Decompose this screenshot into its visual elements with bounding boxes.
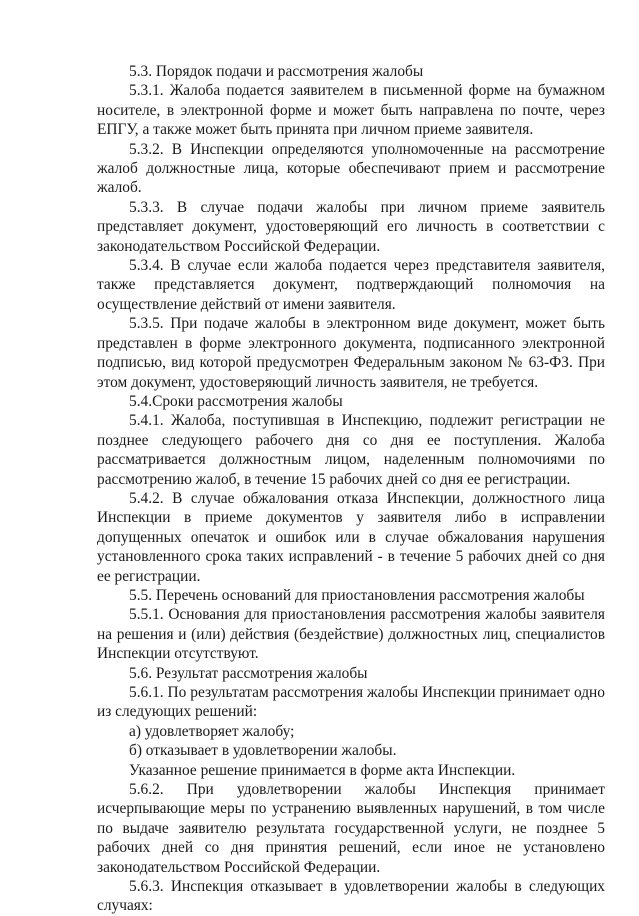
paragraph-5-3-1: 5.3.1. Жалоба подается заявителем в письменной форме на бумажном носителе, в электронной форме и может быть направлена по почте, через ЕПГУ, а также может быть принята при личном приеме заявителя.: [97, 82, 605, 139]
paragraph-5-4-1: 5.4.1. Жалоба, поступившая в Инспекцию, подлежит регистрации не позднее следующего рабочего дня со дня ее поступления. Жалоба рассматривается должностным лицом, наделенным полномочиями по рассмотрению жалоб, в течение 15 рабочих дней со дня ее регистрации.: [97, 412, 605, 488]
section-heading-5-4: 5.4.Сроки рассмотрения жалобы: [129, 392, 343, 410]
list-item-a: а) удовлетворяет жалобу;: [129, 722, 295, 740]
paragraph-5-5-1: 5.5.1. Основания для приостановления рассмотрения жалобы заявителя на решения и (или) действия (бездействие) должностных лиц, специалистов Инспекции отсутствуют.: [97, 606, 605, 663]
paragraph-5-3-2: 5.3.2. В Инспекции определяются уполномоченные на рассмотрение жалоб должностные лица, которые обеспечивают прием и рассмотрение жалоб.: [97, 140, 605, 197]
paragraph-act-form: Указанное решение принимается в форме акта Инспекции.: [129, 761, 516, 779]
list-item-b: б) отказывает в удовлетворении жалобы.: [129, 742, 397, 760]
paragraph-5-3-4: 5.3.4. В случае если жалоба подается через представителя заявителя, также представляется документ, подтверждающий полномочия на осуществление действий от имени заявителя.: [97, 257, 605, 313]
section-heading-5-5: 5.5. Перечень оснований для приостановления рассмотрения жалобы: [129, 586, 585, 604]
document-page: [97, 62, 605, 916]
paragraph-5-6-2: 5.6.2. При удовлетворении жалобы Инспекция принимает исчерпывающие меры по устранению выявленных нарушений, в том числе по выдаче заявителю результата государственной услуги, не позднее 5 рабочих дней со дня принятия решений, если иное не установлено законодательством Российской Федерации.: [97, 781, 605, 876]
paragraph-5-6-1: 5.6.1. По результатам рассмотрения жалобы Инспекции принимает одно из следующих решений:: [97, 684, 605, 721]
paragraph-5-3-3: 5.3.3. В случае подачи жалобы при личном приеме заявитель представляет документ, удостоверяющий его личность в соответствии с законодательством Российской Федерации.: [97, 198, 605, 255]
section-heading-5-6: 5.6. Результат рассмотрения жалобы: [129, 664, 368, 682]
section-heading-5-3: 5.3. Порядок подачи и рассмотрения жалобы: [129, 63, 424, 80]
paragraph-5-3-5: 5.3.5. При подаче жалобы в электронном виде документ, может быть представлен в форме электронного документа, подписанного электронной подписью, вид которой предусмотрен Федеральным законом № 63-ФЗ. При этом документ, удостоверяющий личность заявителя, не требуется.: [97, 315, 605, 391]
paragraph-5-4-2: 5.4.2. В случае обжалования отказа Инспекции, должностного лица Инспекции в приеме документов у заявителя либо в исправлении допущенных опечаток и ошибок или в случае обжалования нарушения установленного срока таких исправлений - в течение 5 рабочих дней со дня ее регистрации.: [97, 489, 605, 585]
paragraph-5-6-3: 5.6.3. Инспекция отказывает в удовлетворении жалобы в следующих случаях:: [97, 878, 605, 915]
